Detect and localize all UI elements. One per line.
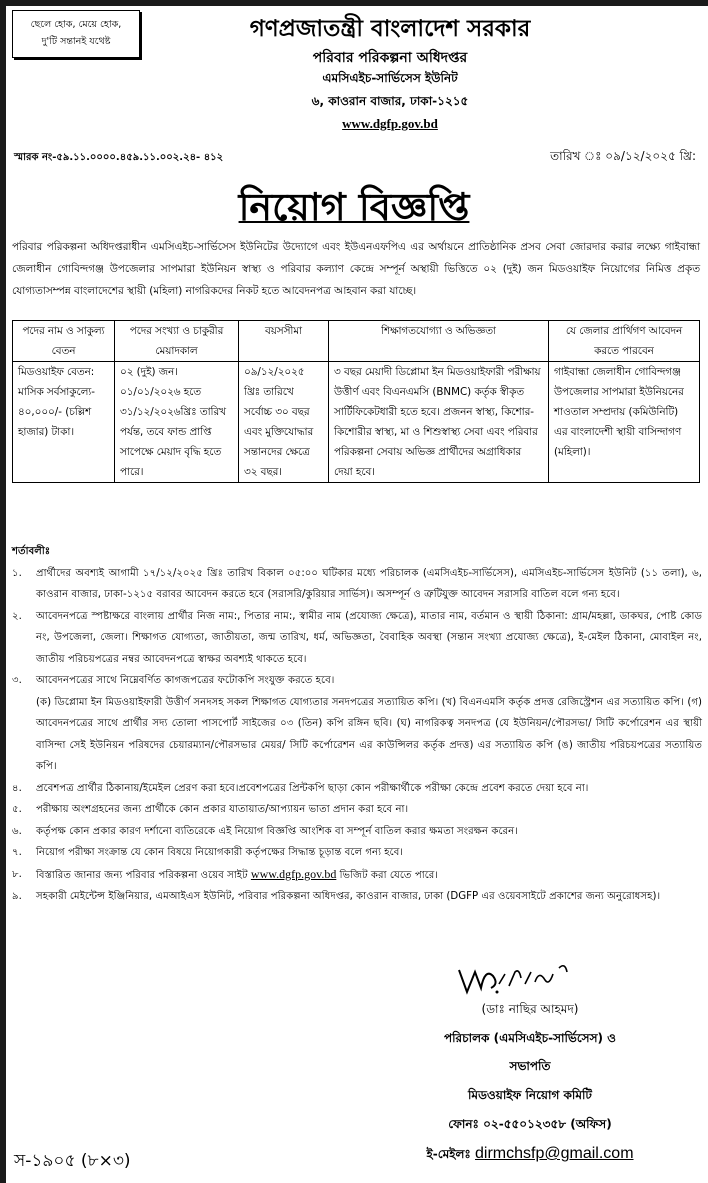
vacancy-table — [12, 320, 700, 483]
slogan-line-1: ছেলে হোক, মেয়ে হোক, — [30, 19, 122, 30]
slogan-box — [12, 10, 140, 58]
term-text: সহকারী মেইন্টেন্স ইঞ্জিনিয়ার, এমআইএস ইউনিট, পরিবার পরিকল্পনা অধিদপ্তর, কাওরান বাজার, ঢাকা (DGFP এর ওয়েবসাইটে প্রকাশের জন্য অনুরোধসহ)। — [36, 891, 661, 902]
term-number: ৭. — [12, 847, 22, 858]
terms-heading: শর্তাবলীঃ — [12, 546, 51, 557]
header-count-tenure: পদের সংখ্যা ও চাকুরীর মেয়াদকাল — [115, 321, 239, 362]
header-age-limit: বয়সসীমা — [239, 321, 329, 362]
email-line — [380, 1145, 680, 1166]
term-item — [12, 864, 702, 887]
office-address: ৬, কাওরান বাজার, ঢাকা-১২১৫ — [311, 94, 469, 108]
table-header-row — [13, 321, 700, 362]
term-text — [36, 864, 702, 887]
cell-age-limit: ০৯/১২/২০২৫ খ্রিঃ তারিখে সর্বোচ্চ ৩০ বছর এবং মুক্তিযোদ্ধার সন্তানদের ক্ষেত্রে ৩২ বছর। — [239, 362, 329, 483]
memo-number: স্মারক নং-৫৯.১১.০০০০.৪৫৯.১১.০০২.২৪- ৪১২ — [14, 152, 224, 163]
cell-count-tenure: ০২ (দুই) জন। ০১/০১/২০২৬ হতে ৩১/১২/২০২৬খ্রিঃ তারিখ পর্যন্ত, তবে ফান্ড প্রাপ্তি সাপেক্ষে মেয়াদ বৃদ্ধি হতে পারে। — [115, 362, 239, 483]
issue-date: তারিখ ঃ ০৯/১২/২০২৫ খ্রি: — [550, 149, 696, 163]
term-text-before: বিস্তারিত জানার জন্য পরিবার পরিকল্পনা ওয়েব সাইট — [36, 869, 248, 881]
unit-name: এমসিএইচ-সার্ভিসেস ইউনিট — [322, 71, 458, 85]
website-link[interactable]: www.dgfp.gov.bd — [342, 116, 438, 131]
handwritten-signature — [455, 958, 585, 998]
cell-qualification: ৩ বছর মেয়াদী ডিপ্লোমা ইন মিডওয়াইফারী পরীক্ষায় উত্তীর্ণ এবং বিএনএমসি (BNMC) কর্তৃক স্বীকৃত সার্টিফিকেটধারী হতে হবে। প্রজনন স্বাস্থ্য, কিশোর-কিশোরীর স্বাস্থ্য, মা ও শিশুস্বাস্থ্য সেবা এবং পরিবার পরিকল্পনা সেবায় অভিজ্ঞ প্রার্থীদের অগ্রাধিকার দেয়া হবে। — [329, 362, 549, 483]
email-label: ই-মেইলঃ — [426, 1147, 471, 1161]
term-text: প্রার্থীদের অবশ্যই আগামী ১৭/১২/২০২৫ খ্রিঃ তারিখ বিকাল ০৫:০০ ঘটিকার মধ্যে পরিচালক (এমসিএইচ-সার্ভিসেস), এমসিএইচ-সার্ভিসেস ইউনিট (১১ তলা), ৬, কাওরান বাজার, ঢাকা-১২১৫ বরাবর আবেদন করতে হবে (সরাসরি/কুরিয়ার সার্ভিস)। অসম্পূর্ন ও ত্রুটিযুক্ত আবেদন সরাসরি বাতিল বলে গন্য হবে। — [36, 567, 702, 600]
term-item — [12, 886, 702, 908]
directorate-name: পরিবার পরিকল্পনা অধিদপ্তর — [312, 50, 468, 66]
terms-section — [12, 541, 702, 908]
term-item — [12, 670, 702, 692]
term-text: কর্তৃপক্ষ কোন প্রকার কারণ দর্শানো ব্যতিরেকে এই নিয়োগ বিজ্ঞপ্তি আংশিক বা সম্পূর্ন বাতিল করার ক্ষমতা সংরক্ষন করেন। — [36, 825, 518, 837]
signatory-name: (ডাঃ নাছির আহমদ) — [481, 1002, 579, 1016]
signatory-designation: পরিচালক (এমসিএইচ-সার্ভিসেস) ও — [443, 1031, 617, 1045]
term-text: প্রবেশপত্র প্রার্থীর ঠিকানায়/ইমেইল প্রেরণ করা হবে।প্রবেশপত্রের প্রিন্টকপি ছাড়া কোন পরীক্ষার্থীকে পরীক্ষা কেন্দ্রে প্রবেশ করতে দেয়া হবে না। — [36, 782, 589, 794]
term-item — [12, 778, 702, 800]
title-text: নিয়োগ বিজ্ঞপ্তি — [238, 185, 470, 229]
cell-eligible-district: গাইবান্ধা জেলাধীন গোবিন্দগঞ্জ উপজেলার সাপমারা ইউনিয়নের শাওতাল সম্প্রদায় (কমিউনিটি) এর বাংলাদেশী স্থায়ী বাসিন্দাগণ (মহিলা)। — [549, 362, 700, 483]
government-title: গণপ্রজাতন্ত্রী বাংলাদেশ সরকার — [249, 16, 531, 42]
office-phone: ফোনঃ ০২-৫৫০১২৩৫৮ (অফিস) — [448, 1117, 612, 1131]
term-number: ৮. — [12, 868, 22, 880]
term-number: ৬. — [12, 825, 22, 837]
ad-code: স-১৯০৫ (৮×৩) — [14, 1151, 131, 1171]
term-number: ৯. — [12, 891, 22, 902]
term-item — [12, 821, 702, 843]
term-number — [12, 692, 36, 778]
term-number: ৩. — [12, 675, 22, 686]
committee-name: মিডওয়াইফ নিয়োগ কমিটি — [468, 1088, 592, 1102]
term-text: (ক) ডিপ্লোমা ইন মিডওয়াইফারী উত্তীর্ণ সনদসহ সকল শিক্ষাগত যোগ্যতার সনদপত্রের সত্যায়িত কপি। (খ) বিএনএমসি কর্তৃক প্রদত্ত রেজিস্ট্রেশন এর সত্যায়িত কপি। (গ) আবেদনপত্রের সাথে প্রার্থীর সদ্য তোলা পাসপোর্ট সাইজের ০৩ (তিন) কপি রঙ্গিন ছবি। (ঘ) নাগরিকত্ব সনদপত্র (যে ইউনিয়ন/পৌরসভা/ সিটি কর্পোরেশন এর স্থায়ী বাসিন্দা সেই ইউনিয়ন পরিষদের চেয়ারম্যান/পৌরসভার মেয়র/ সিটি কর্পোরেশন এর কাউন্সিলর কর্তৃক প্রদত্ত) এর সত্যায়িত কপি (ঙ) জাতীয় পরিচয়পত্রের সত্যায়িত কপি। — [36, 696, 702, 772]
scan-border-top — [0, 0, 708, 6]
table-row — [13, 362, 700, 483]
term-item — [12, 842, 702, 864]
header-qualification: শিক্ষাগতযোগ্যা ও অভিজ্ঞতা — [329, 321, 549, 362]
term-item — [12, 563, 702, 606]
email-link[interactable]: dirmchsfp@gmail.com — [475, 1145, 634, 1162]
intro-paragraph: পরিবার পরিকল্পনা অধিদপ্তরাধীন এমসিএইচ-সার্ভিসেস ইউনিটের উদ্যোগে এবং ইউএনএফপিএ এর অর্থায়নে প্রাতিষ্ঠানিক প্রসব সেবা জোরদার করার লক্ষ্যে গাইবান্ধা জেলাধীন গোবিন্দগঞ্জ উপজেলার সাপমারা ইউনিয়ন স্বাস্থ্য ও পরিবার কল্যাণ কেন্দ্রে সম্পূর্ন অস্থায়ী ভিত্তিতে ০২ (দুই) জন মিডওয়াইফ নিয়োগের নিমিত্ত প্রকৃত যোগ্যতাসম্পন্ন বাংলাদেশের স্থায়ী (মহিলা) নাগরিকদের নিকট হতে আবেদনপত্র আহবান করা যাচ্ছে। — [12, 241, 700, 297]
term-number: ১. — [12, 567, 22, 579]
cell-post-salary: মিডওয়াইফ বেতন: মাসিক সর্বসাকুল্যে- ৪০,০০০/- (চল্লিশ হাজার) টাকা। — [13, 362, 115, 483]
slogan-line-2: দু'টি সন্তানই যথেষ্ট — [41, 36, 111, 47]
header-post-salary: পদের নাম ও সাকুল্য বেতন — [13, 321, 115, 362]
term-text: নিয়োগ পরীক্ষা সংক্রান্ত যে কোন বিষয়ে নিয়োগকারী কর্তৃপক্ষের সিদ্ধান্ত চূড়ান্ত বলে গন্য হবে। — [36, 847, 404, 858]
term-number: ৪. — [12, 782, 22, 794]
term-item — [12, 799, 702, 821]
term-number: ২. — [12, 610, 22, 622]
term-text-after: ভিজিট করা যেতে পারে। — [339, 869, 439, 881]
header-eligible-district: যে জেলার প্রার্থিগণ আবেদন করতে পারবেন — [549, 321, 700, 362]
term-number: ৫. — [12, 804, 22, 815]
term-item — [12, 606, 702, 671]
term-text: আবেদনপত্রের সাথে নিম্নেবর্ণিত কাগজপত্রের ফটোকপি সংযুক্ত করতে হবে। — [36, 675, 335, 686]
term-text: আবেদনপত্রে স্পষ্টাক্ষরে বাংলায় প্রার্থীর নিজ নাম:, পিতার নাম:, স্বামীর নাম (প্রযোজ্য ক্ষেত্রে), মাতার নাম, বর্তমান ও স্থায়ী ঠিকানা: গ্রাম/মহল্লা, ডাকঘর, পোষ্ট কোড নং, উপজেলা, জেলা। শিক্ষাগত যোগ্যতা, জাতীয়তা, জন্ম তারিখ, ধর্ম, অভিজ্ঞতা, বৈবাহিক অবস্থা (সন্তান সংখ্যা প্রযোজ্য ক্ষেত্রে), ই-মেইল ঠিকানা, মোবাইল নং, জাতীয় পরিচয়পত্রের নম্বর আবেদনপত্রে স্বাক্ষর অবশ্যই থাকতে হবে। — [36, 610, 702, 665]
signatory-role: সভাপতি — [509, 1059, 551, 1073]
website-link[interactable]: www.dgfp.gov.bd — [250, 866, 337, 881]
term-subitem — [12, 692, 702, 778]
page-title — [0, 178, 708, 242]
term-text: পরীক্ষায় অংশগ্রহনের জন্য প্রার্থীকে কোন প্রকার যাতায়াত/আপ্যায়ন ভাতা প্রদান করা হবে না। — [36, 804, 409, 815]
